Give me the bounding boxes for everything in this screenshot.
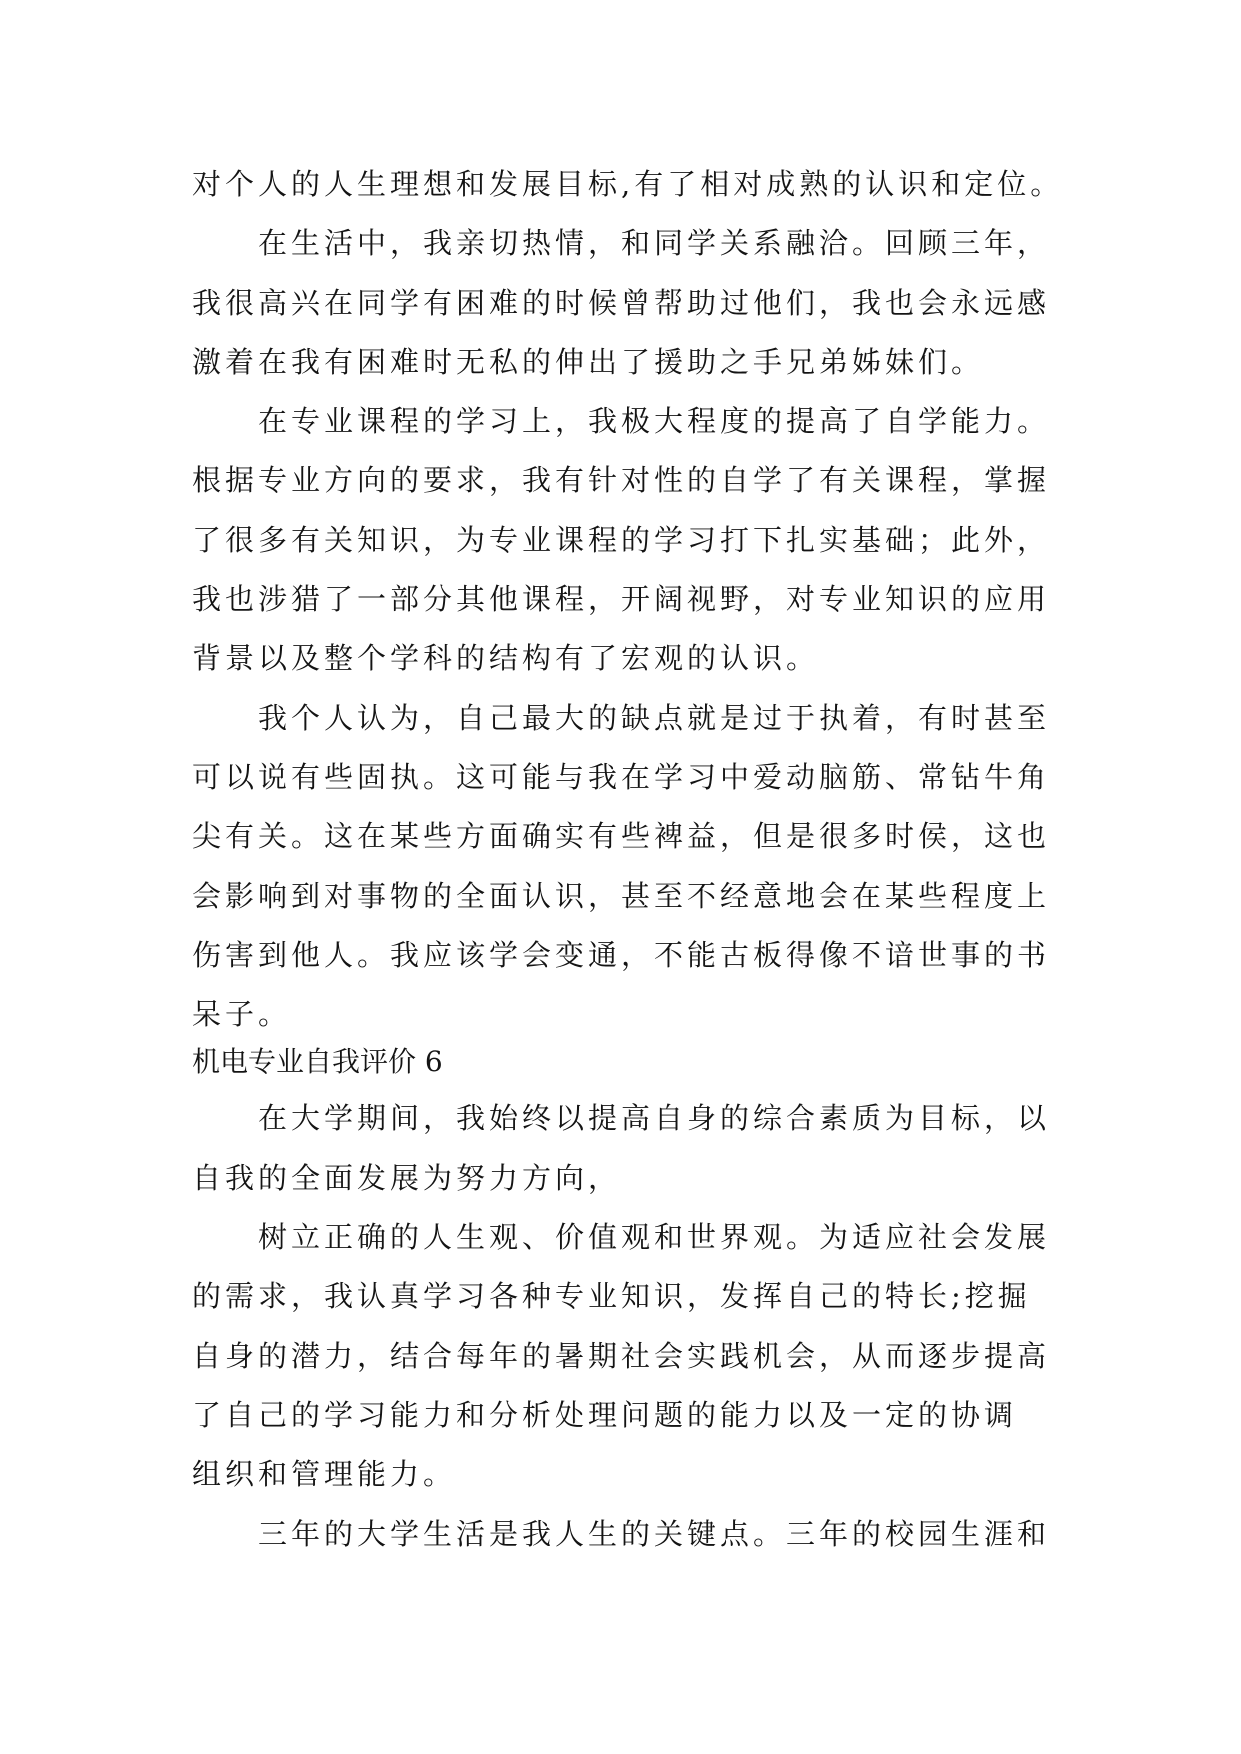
paragraph bbox=[192, 214, 1092, 392]
text-line: 在生活中，我亲切热情，和同学关系融洽。回顾三年， bbox=[258, 226, 1051, 261]
text-line: 的需求，我认真学习各种专业知识，发挥自己的特长;挖掘 bbox=[192, 1279, 1031, 1314]
text-line: 伤害到他人。我应该学会变通，不能古板得像不谙世事的书 bbox=[192, 937, 1051, 972]
text-line: 呆子。 bbox=[192, 997, 292, 1032]
text-line: 了很多有关知识，为专业课程的学习打下扎实基础；此外， bbox=[192, 522, 1051, 557]
text-line: 背景以及整个学科的结构有了宏观的认识。 bbox=[192, 641, 820, 676]
text-line: 三年的大学生活是我人生的关键点。三年的校园生涯和 bbox=[258, 1516, 1051, 1551]
paragraph bbox=[192, 155, 1092, 214]
text-line: 了自己的学习能力和分析处理问题的能力以及一定的协调 bbox=[192, 1397, 1018, 1432]
text-line: 我也涉猎了一部分其他课程，开阔视野，对专业知识的应用 bbox=[192, 582, 1051, 617]
section-heading: 机电专业自我评价 6 bbox=[192, 1045, 443, 1079]
text-line: 我很高兴在同学有困难的时候曾帮助过他们，我也会永远感 bbox=[192, 285, 1051, 320]
paragraph bbox=[192, 392, 1092, 688]
text-line: 可以说有些固执。这可能与我在学习中爱动脑筋、常钻牛角 bbox=[192, 759, 1051, 794]
text-line: 组织和管理能力。 bbox=[192, 1457, 457, 1492]
text-line: 根据专业方向的要求，我有针对性的自学了有关课程，掌握 bbox=[192, 463, 1051, 498]
text-line: 对个人的人生理想和发展目标,有了相对成熟的认识和定位。 bbox=[192, 167, 1064, 201]
paragraph bbox=[192, 1505, 1092, 1564]
text-line: 会影响到对事物的全面认识，甚至不经意地会在某些程度上 bbox=[192, 878, 1051, 913]
text-line: 我个人认为，自己最大的缺点就是过于执着，有时甚至 bbox=[258, 700, 1051, 735]
paragraph bbox=[192, 1089, 1092, 1208]
text-line: 激着在我有困难时无私的伸出了援助之手兄弟姊妹们。 bbox=[192, 344, 985, 379]
text-line: 自身的潜力，结合每年的暑期社会实践机会，从而逐步提高 bbox=[192, 1338, 1051, 1373]
paragraph bbox=[192, 1208, 1092, 1504]
text-line: 自我的全面发展为努力方向， bbox=[192, 1160, 622, 1195]
text-line: 在专业课程的学习上，我极大程度的提高了自学能力。 bbox=[258, 404, 1051, 439]
paragraph bbox=[192, 689, 1092, 1045]
document-body bbox=[192, 155, 1092, 1564]
text-line: 在大学期间，我始终以提高自身的综合素质为目标，以 bbox=[258, 1101, 1051, 1136]
text-line: 树立正确的人生观、价值观和世界观。为适应社会发展 bbox=[258, 1220, 1051, 1255]
text-line: 尖有关。这在某些方面确实有些裨益，但是很多时侯，这也 bbox=[192, 819, 1051, 854]
